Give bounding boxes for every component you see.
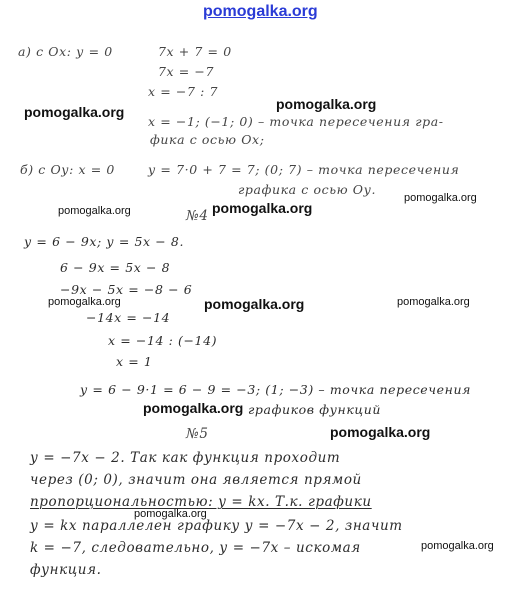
line-b1-left: б) с Оу: х = 0 [20, 162, 115, 177]
line-a1-right: 7х + 7 = 0 [158, 44, 232, 59]
line-c6: х = 1 [116, 354, 153, 369]
line-c2: 6 − 9х = 5х − 8 [60, 260, 171, 275]
line-c3: −9х − 5х = −8 − 6 [60, 282, 193, 297]
line-c4: −14х = −14 [86, 310, 171, 325]
line-c8: графиков функций [248, 402, 382, 417]
line-a4: х = −1; (−1; 0) – точка пересечения гра- [148, 114, 444, 129]
task-number-5: №5 [186, 426, 209, 442]
watermark: pomogalka.org [204, 296, 305, 312]
line-a5: фика с осью Ох; [150, 132, 265, 147]
watermark: pomogalka.org [276, 96, 377, 112]
watermark: pomogalka.org [404, 192, 477, 204]
watermark: pomogalka.org [24, 104, 125, 120]
line-d3: пропорциональностью: у = kx. Т.к. графики [30, 494, 372, 510]
line-c1: у = 6 − 9х; у = 5х − 8. [24, 234, 185, 249]
line-b2: графика с осью Оу. [238, 182, 377, 197]
watermark: pomogalka.org [397, 296, 470, 308]
line-d2: через (0; 0), значит она является прямой [30, 472, 362, 488]
line-d4: у = kx параллелен графику у = −7х − 2, значит [30, 518, 403, 534]
watermark: pomogalka.org [421, 540, 494, 552]
watermark: pomogalka.org [58, 205, 131, 217]
watermark: pomogalka.org [48, 296, 121, 308]
watermark-top-link[interactable]: pomogalka.org [203, 3, 318, 20]
line-d1: у = −7х − 2. Так как функция проходит [30, 450, 341, 466]
watermark: pomogalka.org [212, 200, 313, 216]
watermark: pomogalka.org [134, 508, 207, 520]
watermark: pomogalka.org [330, 424, 431, 440]
line-a3: х = −7 : 7 [148, 84, 219, 99]
line-b1-right: у = 7·0 + 7 = 7; (0; 7) – точка пересечения [148, 162, 460, 177]
line-a2: 7х = −7 [158, 64, 215, 79]
task-number-4: №4 [186, 208, 209, 224]
line-a1-left: а) с Ох: у = 0 [18, 44, 113, 59]
watermark: pomogalka.org [143, 400, 244, 416]
line-c5: х = −14 : (−14) [108, 333, 218, 348]
line-c7: у = 6 − 9·1 = 6 − 9 = −3; (1; −3) – точка пересечения [80, 382, 472, 397]
line-d5: k = −7, следовательно, у = −7х – искомая [30, 540, 361, 556]
line-d6: функция. [30, 562, 102, 578]
